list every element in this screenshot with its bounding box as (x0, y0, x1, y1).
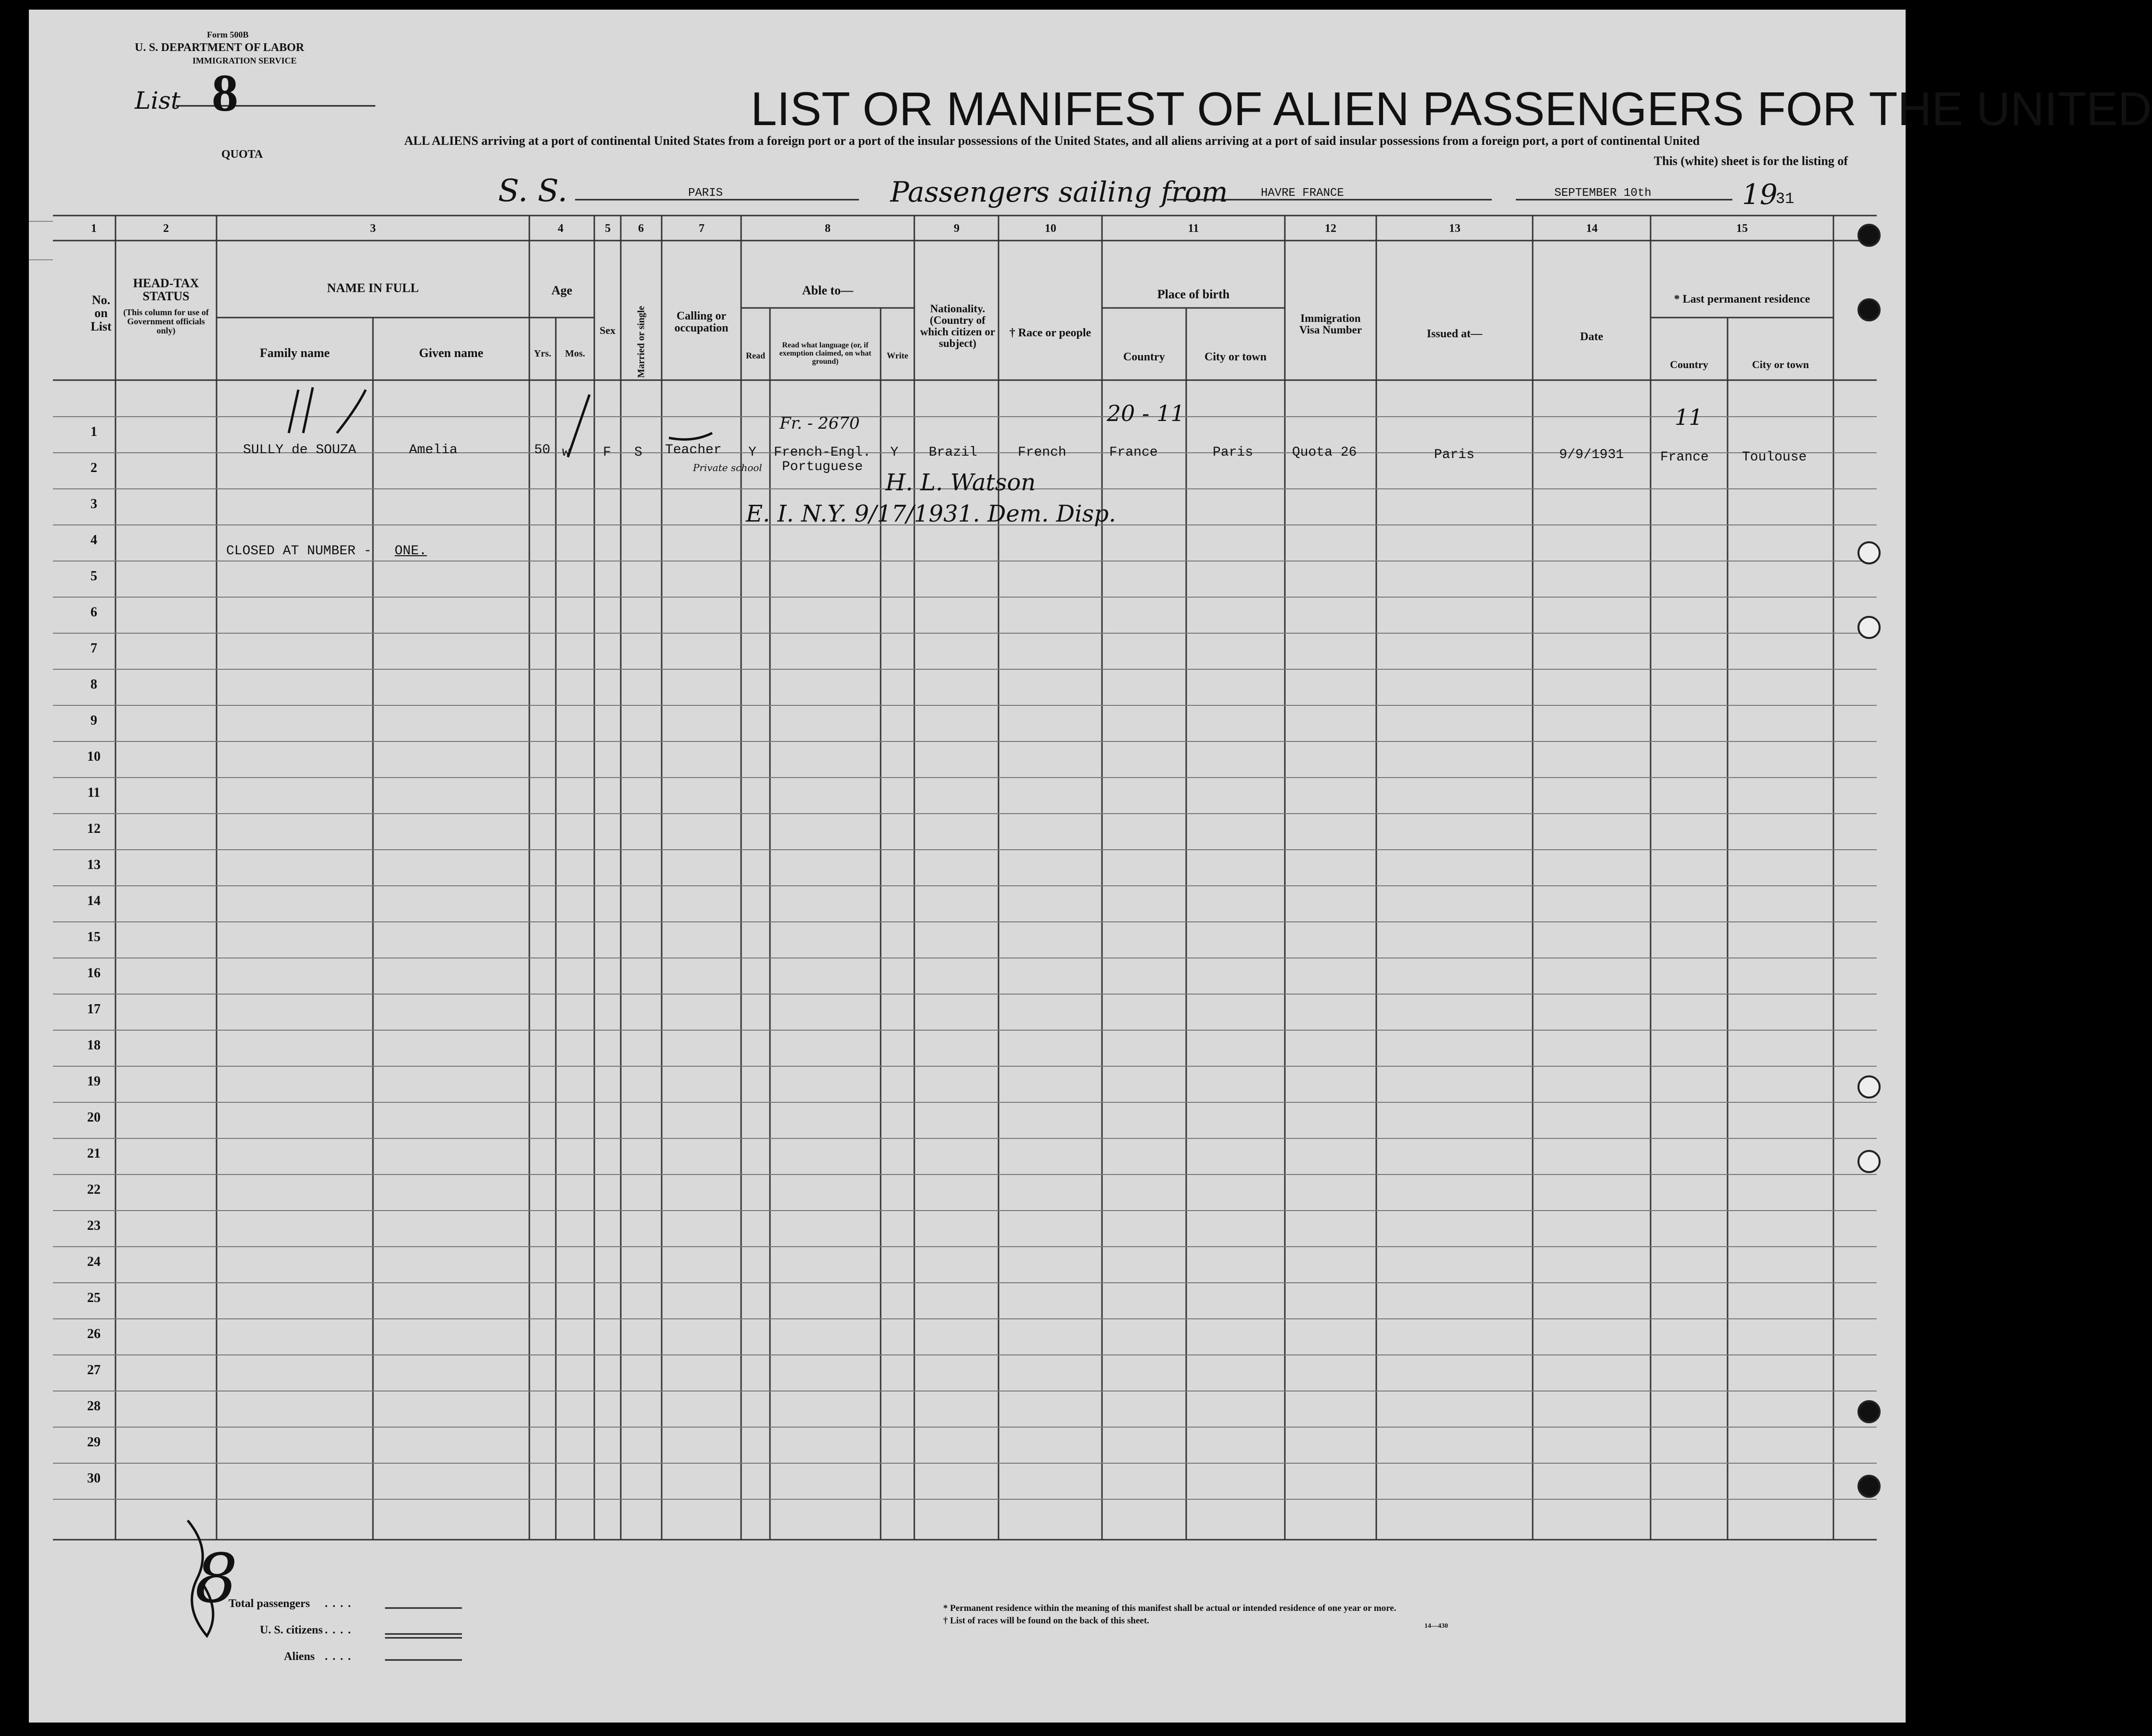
col-header-yrs: Yrs. (534, 348, 551, 359)
row-number: 28 (87, 1399, 101, 1414)
row-number: 29 (87, 1435, 101, 1450)
list-label: List (135, 87, 180, 115)
margin-mark: 8 (195, 1540, 238, 1618)
row-number: 7 (90, 641, 97, 656)
disposition-annotation: E. I. N.Y. 9/17/1931. Dem. Disp. (746, 500, 1116, 527)
row-number: 17 (87, 1002, 101, 1017)
col-header-married: Married or single (636, 306, 647, 378)
given-name-cell: Amelia (409, 443, 458, 458)
table-grid (29, 10, 1906, 1723)
row-number: 5 (90, 569, 97, 584)
occupation-cell: Teacher (665, 443, 722, 458)
year-suffix: 31 (1776, 190, 1794, 208)
col-header-mos: Mos. (565, 348, 585, 359)
col-header-issued-at: Issued at— (1426, 328, 1483, 340)
row-number: 9 (90, 713, 97, 728)
age-years-cell: 50 (534, 443, 551, 458)
col-header-visa: Immigration Visa Number (1299, 312, 1362, 336)
col-header-write: Write (886, 351, 909, 360)
column-number: 7 (699, 222, 705, 235)
column-number: 8 (825, 222, 831, 235)
subtitle-line2: This (white) sheet is for the listing of (1653, 154, 1848, 168)
binder-hole (1857, 224, 1881, 247)
us-citizens-label: U. S. citizens (260, 1624, 323, 1636)
closed-label: CLOSED AT NUMBER - (226, 544, 372, 559)
row-number: 26 (87, 1327, 101, 1341)
ss-label: S. S. (498, 173, 568, 209)
column-number: 4 (558, 222, 564, 235)
column-number: 6 (638, 222, 644, 235)
residence-city-cell: Toulouse (1742, 450, 1807, 465)
row-number: 30 (87, 1471, 101, 1486)
binder-hole (1857, 541, 1881, 564)
residence-note: 11 (1675, 404, 1703, 430)
issued-at-cell: Paris (1434, 447, 1475, 462)
languages-line2-cell: Portuguese (782, 460, 863, 474)
race-cell: French (1018, 445, 1066, 460)
row-number: 22 (87, 1182, 101, 1197)
row-number: 1 (90, 424, 97, 439)
inspector-signature: H. L. Watson (885, 469, 1036, 496)
col-header-res-city: City or town (1752, 358, 1809, 370)
row-number: 6 (90, 605, 97, 620)
col-header-head-tax: HEAD-TAX STATUS (133, 276, 199, 304)
col-header-race: † Race or people (1009, 327, 1091, 339)
row-number: 16 (87, 966, 101, 981)
col-header-read: Read (746, 351, 765, 360)
row-number: 3 (90, 497, 97, 511)
row-number: 27 (87, 1363, 101, 1378)
row-number: 12 (87, 821, 101, 836)
column-number: 3 (370, 222, 376, 235)
binder-hole (1857, 1400, 1881, 1423)
col-header-age: Age (551, 283, 573, 297)
page-title: LIST OR MANIFEST OF ALIEN PASSENGERS FOR THE UNITED (751, 82, 2152, 135)
year-prefix: 19 (1742, 178, 1778, 211)
col-header-sex: Sex (600, 324, 615, 336)
manifest-sheet: Form 500B U. S. DEPARTMENT OF LABOR IMMIGRATION SERVICE List 8 QUOTA LIST OR MANIFEST OF ALIEN PASSENGERS FOR THE UNITED ALL ALIENS arriving at a port of continental United States from a foreign port or a port of the insular possessions of the United States, and all aliens arriving at a port of said insular possessions from a foreign port, a port of continental United This (white) sheet is for the listing of S. S. PARIS Passengers sailing from HAVRE FRANCE SEPTEMBER 10th 19 31 1 2 3 4 5 6 7 8 9 10 11 12 13 14 15 No. on List HEAD-TAX STATUS (This column for use of Government officials only) NAME IN FULL Family name Given name Age Yrs. Mos. Sex Married or single Calling or occupation Able to— Read Read what language (or, if exemption claimed, on what ground) Write Nationality. (Country of which citizen or subject) † Race or people Place of birth Country City or town Immigration Visa Number Issued at— Date * Last permanent residence Country City or town 1 2 3 4 5 6 7 8 9 10 11 12 13 14 15 16 17 18 19 20 21 22 23 24 25 26 27 28 29 30 SULLY de SOUZA Amelia 50 w F S Teacher Private school Y Fr. - 2670 French-Engl. Portuguese Y Brazil French 20 - 11 France Paris Quota 26 Paris 9/9/1931 11 France Toulouse CLOSED AT NUMBER - ONE. H. L. Watson E. I. N.Y. 9/17/1931. Dem. Disp. 8 Total passengers .... U. S. citizens .... Aliens .... * Permanent residence within the meaning of this manifest shall be actual or intended residence of one year or more. † List of races will be found on the back of this sheet. 14—430 (29, 10, 1906, 1723)
row-number: 11 (87, 785, 101, 800)
departure-date: SEPTEMBER 10th (1554, 187, 1652, 200)
read-cell: Y (748, 445, 756, 460)
row-number: 8 (90, 677, 97, 692)
binder-hole (1857, 1075, 1881, 1098)
aliens-label: Aliens (284, 1650, 315, 1663)
row-number: 18 (87, 1038, 101, 1053)
col-header-birth-city: City or town (1204, 351, 1267, 363)
col-header-read-what: Read what language (or, if exemption claimed, on what ground) (779, 341, 871, 366)
row-number: 13 (87, 857, 101, 872)
married-cell: S (634, 445, 642, 460)
row-number: 19 (87, 1074, 101, 1089)
subtitle-line1: ALL ALIENS arriving at a port of continental United States from a foreign port or a port of the insular possessions of the United States, and all aliens arriving at a port of said insular possessions from a foreign port, a port of continental United (404, 134, 1700, 148)
birth-city-cell: Paris (1213, 445, 1254, 460)
column-number: 9 (954, 222, 960, 235)
row-number: 15 (87, 930, 101, 945)
row-number: 21 (87, 1146, 101, 1161)
col-header-family-name: Family name (259, 346, 330, 360)
col-header-given-name: Given name (419, 346, 484, 360)
binder-hole (1857, 1150, 1881, 1173)
col-header-birth-country: Country (1123, 351, 1165, 363)
service-label: IMMIGRATION SERVICE (192, 56, 297, 65)
col-header-name-in-full: NAME IN FULL (327, 281, 419, 295)
col-header-calling: Calling or occupation (674, 310, 729, 335)
col-header-place-of-birth: Place of birth (1157, 287, 1230, 301)
row-number: 25 (87, 1290, 101, 1305)
languages-handwritten: Fr. - 2670 (780, 414, 860, 433)
col-header-nationality: Nationality. (Country of which citizen or subject) (920, 303, 995, 350)
row-number: 2 (90, 460, 97, 475)
col-header-date: Date (1580, 331, 1603, 343)
col-header-head-tax-note: (This column for use of Government officials only) (123, 307, 209, 335)
quota-label: QUOTA (221, 148, 263, 161)
form-number: Form 500B (207, 30, 249, 39)
row-number: 20 (87, 1110, 101, 1125)
visa-cell: Quota 26 (1292, 445, 1357, 460)
binder-hole (1857, 298, 1881, 321)
sailing-from-label: Passengers sailing from (890, 176, 1228, 208)
column-number: 1 (91, 222, 97, 235)
birth-country-cell: France (1109, 445, 1158, 460)
sex-cell: F (603, 445, 611, 460)
departure-port: HAVRE FRANCE (1261, 187, 1344, 200)
column-number: 13 (1449, 222, 1460, 235)
write-cell: Y (890, 445, 898, 460)
nationality-cell: Brazil (929, 445, 977, 460)
birth-note: 20 - 11 (1107, 400, 1185, 426)
row-number: 23 (87, 1218, 101, 1233)
col-header-able-to: Able to— (802, 283, 854, 297)
age-months-cell: w (562, 445, 570, 460)
column-number: 10 (1045, 222, 1056, 235)
binder-hole (1857, 1475, 1881, 1498)
closed-value: ONE. (395, 544, 427, 559)
residence-country-cell: France (1660, 450, 1709, 465)
department-label: U. S. DEPARTMENT OF LABOR (135, 41, 305, 54)
ship-name: PARIS (688, 187, 723, 200)
languages-line1-cell: French-Engl. (774, 445, 871, 460)
row-number: 14 (87, 894, 101, 908)
visa-date-cell: 9/9/1931 (1559, 447, 1624, 462)
column-number: 5 (605, 222, 611, 235)
column-number: 15 (1736, 222, 1748, 235)
col-header-no-on-list: No. on List (90, 293, 112, 333)
binder-hole (1857, 616, 1881, 639)
family-name-cell: SULLY de SOUZA (243, 443, 357, 458)
column-number: 2 (163, 222, 169, 235)
column-number: 11 (1188, 222, 1199, 235)
occupation-note: Private school (693, 462, 762, 473)
row-number: 24 (87, 1254, 101, 1269)
row-number: 10 (87, 749, 101, 764)
total-passengers-label: Total passengers (229, 1597, 310, 1610)
footnote-residence: * Permanent residence within the meaning of this manifest shall be actual or intended residence of one year or more. (943, 1603, 1396, 1613)
list-number: 8 (212, 64, 238, 122)
column-number: 14 (1586, 222, 1598, 235)
column-number: 12 (1325, 222, 1336, 235)
form-code: 14—430 (1424, 1622, 1448, 1630)
col-header-res-country: Country (1670, 358, 1708, 370)
footnote-races: † List of races will be found on the back of this sheet. (943, 1616, 1150, 1626)
col-header-last-residence: * Last permanent residence (1674, 293, 1810, 306)
row-number: 4 (90, 533, 97, 548)
